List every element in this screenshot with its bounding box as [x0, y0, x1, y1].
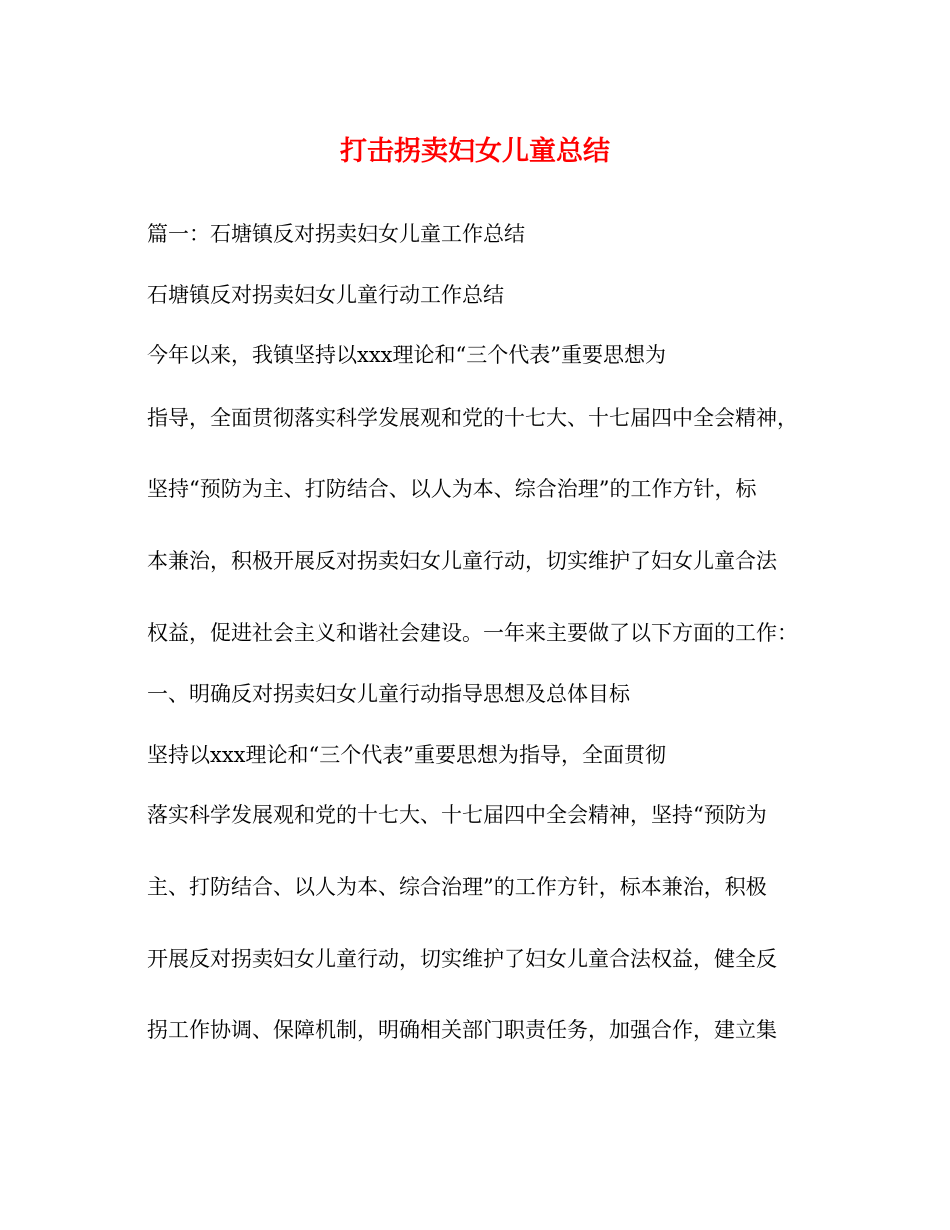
text-line: 指导，全面贯彻落实科学发展观和党的十七大、十七届四中全会精神， [147, 406, 798, 430]
text-line: 石塘镇反对拐卖妇女儿童行动工作总结 [147, 283, 504, 307]
text-line: 坚持“预防为主、打防结合、以人为本、综合治理”的工作方针，标 [147, 477, 757, 501]
text-line: 坚持以xxx理论和“三个代表”重要思想为指导，全面贯彻 [147, 743, 666, 767]
section-heading: 一、明确反对拐卖妇女儿童行动指导思想及总体目标 [147, 682, 630, 706]
text-line: 开展反对拐卖妇女儿童行动，切实维护了妇女儿童合法权益，健全反 [147, 947, 777, 971]
text-line: 今年以来，我镇坚持以xxx理论和“三个代表”重要思想为 [147, 343, 666, 367]
text-line: 拐工作协调、保障机制，明确相关部门职责任务，加强合作，建立集 [147, 1018, 777, 1042]
text-line: 篇一：石塘镇反对拐卖妇女儿童工作总结 [147, 222, 525, 246]
text-line: 本兼治，积极开展反对拐卖妇女儿童行动，切实维护了妇女儿童合法 [147, 549, 777, 573]
text-line: 主、打防结合、以人为本、综合治理”的工作方针，标本兼治，积极 [147, 875, 767, 899]
text-line: 落实科学发展观和党的十七大、十七届四中全会精神，坚持“预防为 [147, 803, 767, 827]
text-line: 权益，促进社会主义和谐社会建设。一年来主要做了以下方面的工作： [147, 621, 798, 645]
document-title: 打击拐卖妇女儿童总结 [340, 136, 610, 167]
